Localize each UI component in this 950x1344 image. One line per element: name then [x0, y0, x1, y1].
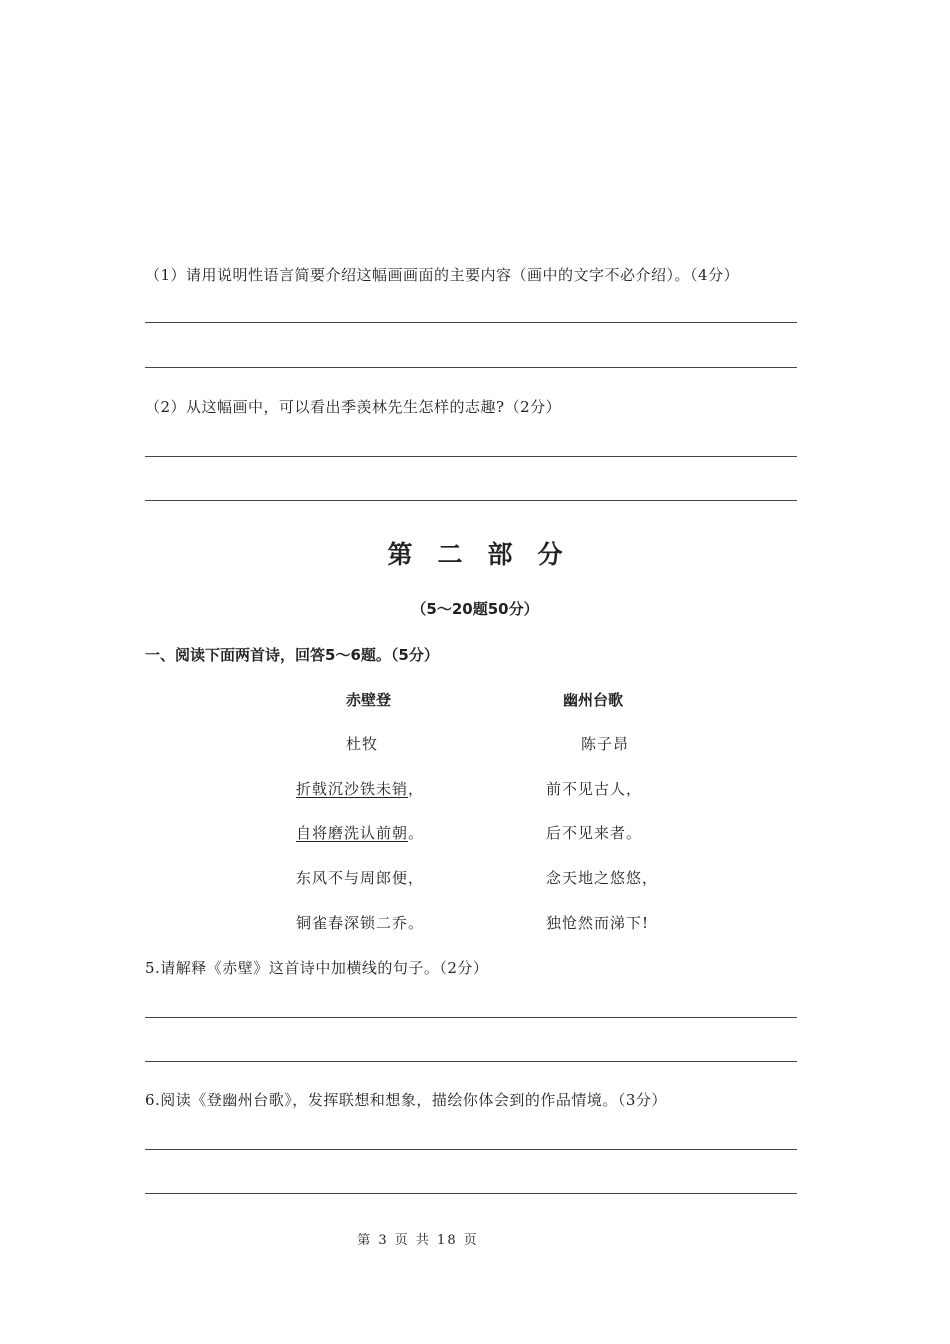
underlined-text: 自将磨洗认前朝 — [296, 824, 409, 842]
poem2-line3: 念天地之悠悠， — [546, 869, 659, 887]
section-heading: 一、阅读下面两首诗，回答5～6题。（5分） — [145, 646, 439, 664]
poem2-author: 陈子昂 — [581, 735, 630, 753]
question-6: 6.阅读《登幽州台歌》，发挥联想和想象，描绘你体会到的作品情境。（3分） — [145, 1091, 667, 1109]
answer-line[interactable] — [145, 367, 797, 368]
poem1-title: 赤壁登 — [346, 691, 392, 709]
poem2-line4: 独怆然而涕下! — [546, 914, 650, 932]
poem2-line1: 前不见古人， — [546, 780, 643, 798]
answer-line[interactable] — [145, 1149, 797, 1150]
page-footer: 第 3 页 共 18 页 — [357, 1233, 479, 1248]
answer-line[interactable] — [145, 456, 797, 457]
question-2: （2）从这幅画中，可以看出季羡林先生怎样的志趣?（2分） — [145, 398, 562, 416]
poem1-line2: 自将磨洗认前朝。 — [296, 824, 425, 842]
poem2-line2: 后不见来者。 — [546, 824, 643, 842]
poem1-line4: 铜雀春深锁二乔。 — [296, 914, 425, 932]
part-title: 第二部分 — [387, 540, 588, 569]
poem1-author: 杜牧 — [346, 735, 379, 753]
question-5: 5.请解释《赤壁》这首诗中加横线的句子。（2分） — [145, 959, 489, 977]
poem2-title: 幽州台歌 — [563, 691, 624, 709]
underlined-text: 折戟沉沙铁未销 — [296, 780, 409, 798]
answer-line[interactable] — [145, 1193, 797, 1194]
answer-line[interactable] — [145, 1061, 797, 1062]
question-1: （1）请用说明性语言简要介绍这幅画画面的主要内容（画中的文字不必介绍）。（4分） — [145, 266, 740, 284]
answer-line[interactable] — [145, 1017, 797, 1018]
answer-line[interactable] — [145, 500, 797, 501]
answer-line[interactable] — [145, 322, 797, 323]
part-subtitle: （5～20题50分） — [411, 600, 539, 618]
poem1-line1: 折戟沉沙铁未销， — [296, 780, 425, 798]
poem1-line3: 东风不与周郎便， — [296, 869, 425, 887]
